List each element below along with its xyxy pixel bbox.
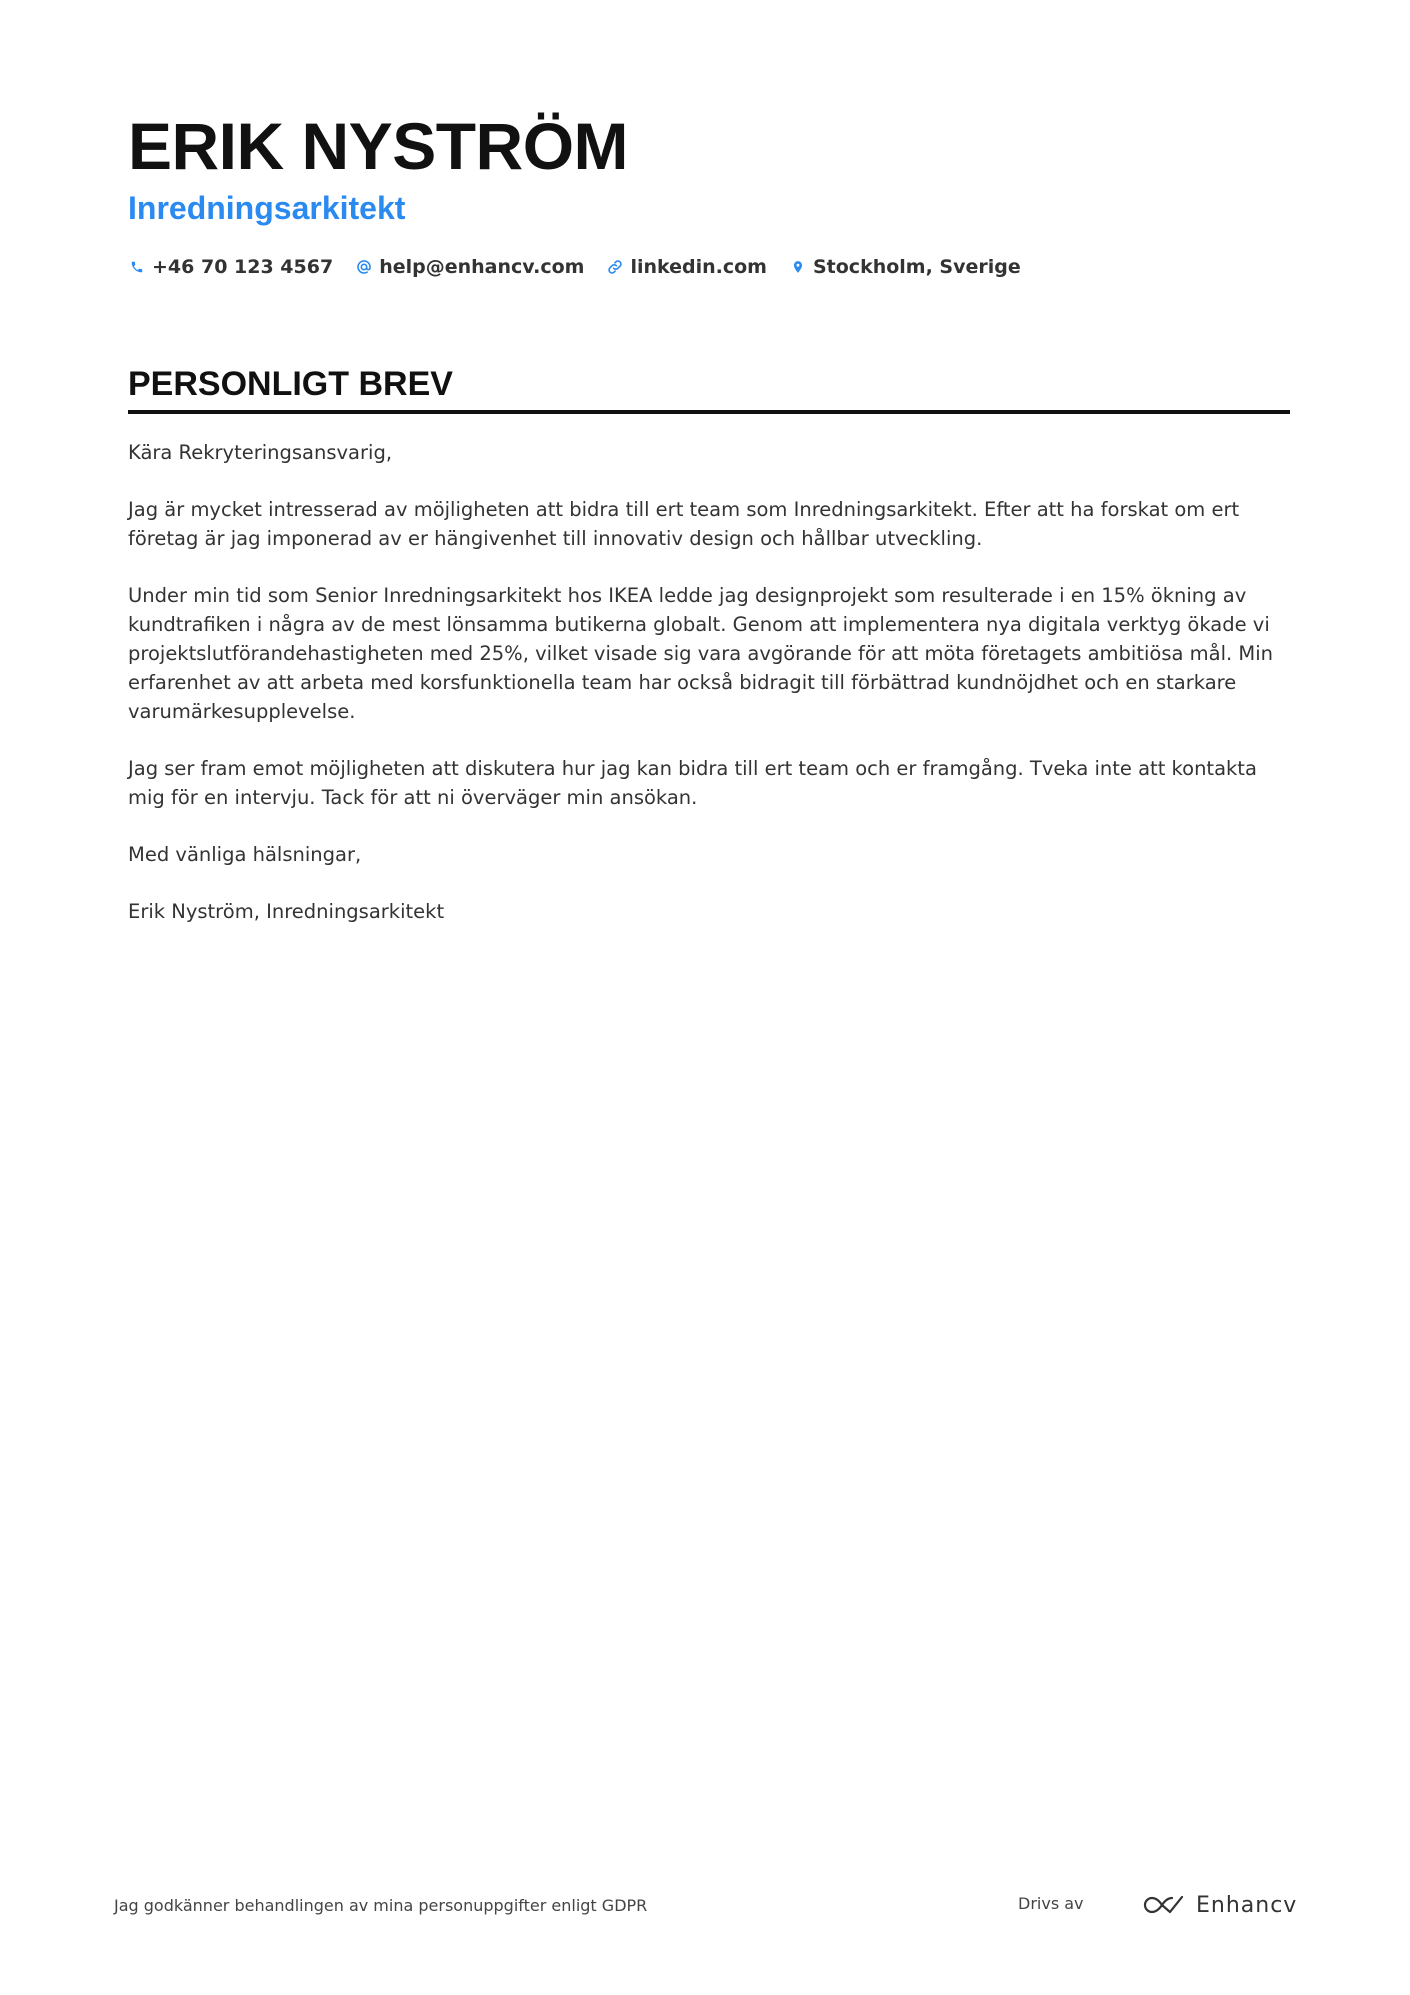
contact-linkedin[interactable] bbox=[606, 256, 767, 278]
cover-letter-section bbox=[128, 362, 1290, 954]
letter-signature: Erik Nyström, Inredningsarkitekt bbox=[128, 900, 445, 923]
location-text: Stockholm, Sverige bbox=[812, 256, 1021, 278]
linkedin-link: linkedin.com bbox=[630, 256, 767, 278]
brand-name: Enhancv bbox=[1196, 1892, 1298, 1918]
letter-closing: Med vänliga hälsningar, bbox=[128, 843, 362, 866]
contact-email[interactable] bbox=[355, 256, 584, 278]
letter-paragraph: Jag är mycket intresserad av möjligheten att bidra till ert team som Inredningsarkitekt. Efter att ha forskat om ert företag är jag imponerad av er hängivenhet till innovativ design och hållbar utveckling. bbox=[128, 498, 1240, 550]
contact-row bbox=[128, 256, 1288, 278]
section-title: PERSONLIGT BREV bbox=[128, 365, 453, 403]
email-address: help@enhancv.com bbox=[379, 256, 585, 278]
header bbox=[128, 108, 1288, 278]
location-pin-icon bbox=[789, 258, 807, 276]
letter-paragraph: Jag ser fram emot möjligheten att diskutera hur jag kan bidra till ert team och er framgång. Tveka inte att kontakta mig för en intervju. Tack för att ni överväger min ansökan. bbox=[128, 757, 1257, 809]
job-title: Inredningsarkitekt bbox=[128, 190, 406, 226]
contact-location bbox=[789, 256, 1021, 278]
section-divider bbox=[128, 410, 1290, 414]
letter-paragraph: Under min tid som Senior Inredningsarkitekt hos IKEA ledde jag designprojekt som resulterade i en 15% ökning av kundtrafiken i några av de mest lönsamma butikerna globalt. Genom att implementera nya digitala verktyg ökade vi projektslutförandehastigheten med 25%, vilket visade sig vara avgörande för att möta företagets ambitiösa mål. Min erfarenhet av att arbeta med korsfunktionella team har också bidragit till förbättrad kundnöjdhet och en starkare varumärkesupplevelse. bbox=[128, 584, 1273, 723]
letter-body bbox=[128, 438, 1290, 926]
enhancv-logo-icon bbox=[1140, 1893, 1186, 1917]
contact-phone[interactable] bbox=[128, 256, 333, 278]
enhancv-brand[interactable] bbox=[1140, 1888, 1297, 1922]
at-icon bbox=[355, 258, 373, 276]
candidate-name: ERIK NYSTRÖM bbox=[128, 109, 629, 183]
link-icon bbox=[606, 258, 624, 276]
gdpr-consent-text: Jag godkänner behandlingen av mina personuppgifter enligt GDPR bbox=[114, 1896, 648, 1915]
phone-number: +46 70 123 4567 bbox=[152, 256, 334, 278]
letter-salutation: Kära Rekryteringsansvarig, bbox=[128, 441, 393, 464]
footer bbox=[114, 1888, 1298, 1928]
powered-by-label: Drivs av bbox=[1018, 1894, 1084, 1913]
phone-icon bbox=[128, 258, 146, 276]
